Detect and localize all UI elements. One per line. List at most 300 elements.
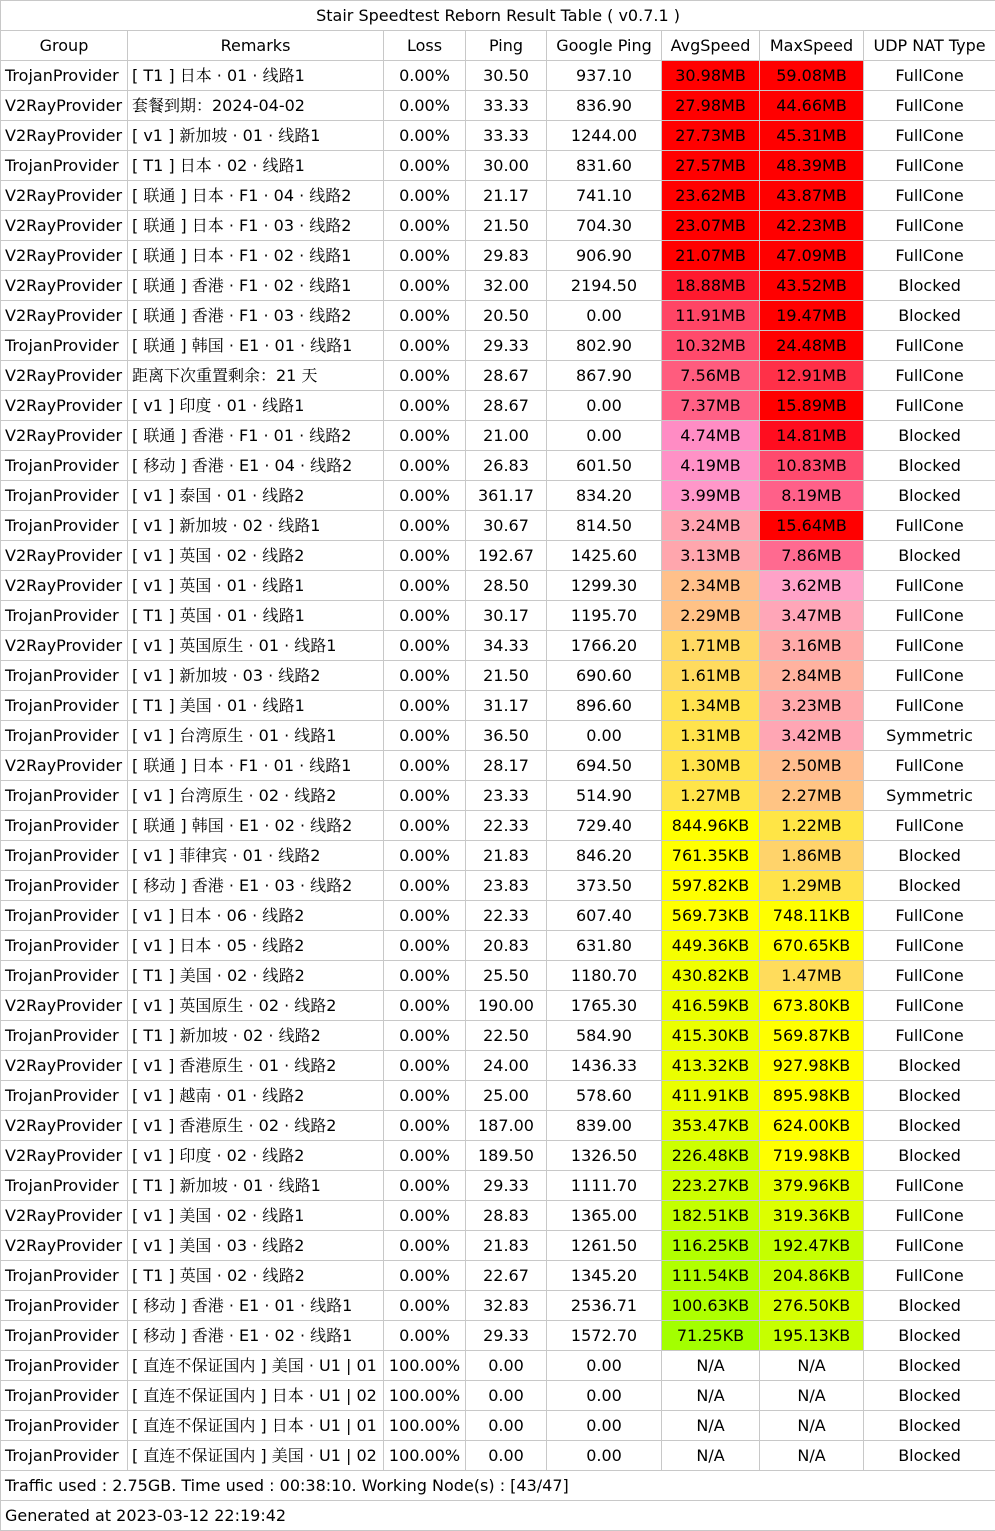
table-row — [1, 121, 995, 151]
cell-udp-nat-type: FullCone — [864, 151, 995, 181]
cell-max-speed: 1.47MB — [760, 961, 864, 991]
cell-ping: 30.50 — [466, 61, 547, 91]
cell-remarks: [ 联通 ] 韩国 · E1 · 02 · 线路2 — [128, 811, 384, 841]
cell-max-speed: 624.00KB — [760, 1111, 864, 1141]
cell-avg-speed: 100.63KB — [662, 1291, 760, 1321]
cell-udp-nat-type: FullCone — [864, 511, 995, 541]
cell-ping: 30.17 — [466, 601, 547, 631]
cell-google-ping: 802.90 — [547, 331, 662, 361]
cell-ping: 187.00 — [466, 1111, 547, 1141]
cell-ping: 32.00 — [466, 271, 547, 301]
cell-max-speed: 2.27MB — [760, 781, 864, 811]
cell-google-ping: 1111.70 — [547, 1171, 662, 1201]
cell-max-speed: 43.87MB — [760, 181, 864, 211]
cell-avg-speed: 415.30KB — [662, 1021, 760, 1051]
cell-loss: 0.00% — [384, 451, 466, 481]
cell-google-ping: 867.90 — [547, 361, 662, 391]
cell-max-speed: 24.48MB — [760, 331, 864, 361]
cell-remarks: [ 直连不保证国内 ] 美国 · U1 | 01 — [128, 1351, 384, 1381]
cell-group: TrojanProvider — [1, 331, 128, 361]
cell-avg-speed: 3.99MB — [662, 481, 760, 511]
cell-avg-speed: 761.35KB — [662, 841, 760, 871]
cell-remarks: [ v1 ] 越南 · 01 · 线路2 — [128, 1081, 384, 1111]
cell-remarks: 套餐到期：2024-04-02 — [128, 91, 384, 121]
cell-loss: 0.00% — [384, 571, 466, 601]
cell-group: V2RayProvider — [1, 271, 128, 301]
cell-remarks: [ T1 ] 新加坡 · 02 · 线路2 — [128, 1021, 384, 1051]
cell-udp-nat-type: Blocked — [864, 1081, 995, 1111]
cell-remarks: [ T1 ] 英国 · 01 · 线路1 — [128, 601, 384, 631]
traffic-summary: Traffic used : 2.75GB. Time used : 00:38:10. Working Node(s) : [43/47] — [1, 1471, 995, 1501]
cell-loss: 0.00% — [384, 691, 466, 721]
cell-avg-speed: 182.51KB — [662, 1201, 760, 1231]
cell-group: V2RayProvider — [1, 1111, 128, 1141]
cell-avg-speed: 2.34MB — [662, 571, 760, 601]
cell-avg-speed: 4.19MB — [662, 451, 760, 481]
header-max-speed: MaxSpeed — [760, 31, 864, 61]
cell-loss: 0.00% — [384, 601, 466, 631]
cell-avg-speed: 226.48KB — [662, 1141, 760, 1171]
header-group: Group — [1, 31, 128, 61]
cell-udp-nat-type: FullCone — [864, 1021, 995, 1051]
cell-remarks: [ T1 ] 日本 · 02 · 线路1 — [128, 151, 384, 181]
cell-udp-nat-type: Blocked — [864, 1351, 995, 1381]
cell-avg-speed: 4.74MB — [662, 421, 760, 451]
cell-google-ping: 1180.70 — [547, 961, 662, 991]
cell-loss: 0.00% — [384, 151, 466, 181]
cell-loss: 0.00% — [384, 121, 466, 151]
cell-udp-nat-type: FullCone — [864, 901, 995, 931]
cell-udp-nat-type: FullCone — [864, 961, 995, 991]
generated-timestamp: Generated at 2023-03-12 22:19:42 — [1, 1501, 995, 1531]
cell-avg-speed: 1.71MB — [662, 631, 760, 661]
cell-remarks: [ v1 ] 英国原生 · 01 · 线路1 — [128, 631, 384, 661]
cell-group: TrojanProvider — [1, 1021, 128, 1051]
cell-max-speed: 379.96KB — [760, 1171, 864, 1201]
cell-group: TrojanProvider — [1, 451, 128, 481]
cell-remarks: [ v1 ] 日本 · 06 · 线路2 — [128, 901, 384, 931]
cell-group: TrojanProvider — [1, 661, 128, 691]
cell-remarks: [ v1 ] 菲律宾 · 01 · 线路2 — [128, 841, 384, 871]
table-row — [1, 91, 995, 121]
cell-udp-nat-type: Blocked — [864, 421, 995, 451]
cell-remarks: [ v1 ] 美国 · 03 · 线路2 — [128, 1231, 384, 1261]
cell-loss: 0.00% — [384, 781, 466, 811]
cell-loss: 0.00% — [384, 631, 466, 661]
cell-google-ping: 1261.50 — [547, 1231, 662, 1261]
cell-remarks: [ T1 ] 日本 · 01 · 线路1 — [128, 61, 384, 91]
cell-ping: 20.50 — [466, 301, 547, 331]
cell-max-speed: 44.66MB — [760, 91, 864, 121]
cell-udp-nat-type: FullCone — [864, 1171, 995, 1201]
cell-ping: 28.67 — [466, 361, 547, 391]
cell-loss: 0.00% — [384, 1231, 466, 1261]
cell-group: TrojanProvider — [1, 151, 128, 181]
cell-udp-nat-type: FullCone — [864, 91, 995, 121]
cell-ping: 21.17 — [466, 181, 547, 211]
title-row — [1, 1, 995, 31]
cell-loss: 0.00% — [384, 871, 466, 901]
cell-udp-nat-type: Blocked — [864, 481, 995, 511]
table-title: Stair Speedtest Reborn Result Table ( v0.7.1 ) — [1, 1, 995, 31]
cell-remarks: [ v1 ] 美国 · 02 · 线路1 — [128, 1201, 384, 1231]
cell-ping: 34.33 — [466, 631, 547, 661]
cell-group: V2RayProvider — [1, 91, 128, 121]
cell-avg-speed: 413.32KB — [662, 1051, 760, 1081]
table-row — [1, 1051, 995, 1081]
table-row — [1, 1351, 995, 1381]
cell-max-speed: N/A — [760, 1411, 864, 1441]
table-row — [1, 991, 995, 1021]
cell-google-ping: 694.50 — [547, 751, 662, 781]
cell-group: TrojanProvider — [1, 931, 128, 961]
table-row — [1, 391, 995, 421]
cell-udp-nat-type: Blocked — [864, 1111, 995, 1141]
cell-loss: 100.00% — [384, 1351, 466, 1381]
cell-google-ping: 373.50 — [547, 871, 662, 901]
cell-udp-nat-type: FullCone — [864, 1201, 995, 1231]
cell-max-speed: 673.80KB — [760, 991, 864, 1021]
cell-ping: 24.00 — [466, 1051, 547, 1081]
cell-udp-nat-type: Symmetric — [864, 721, 995, 751]
cell-udp-nat-type: FullCone — [864, 361, 995, 391]
cell-remarks: 距离下次重置剩余：21 天 — [128, 361, 384, 391]
cell-remarks: [ v1 ] 印度 · 01 · 线路1 — [128, 391, 384, 421]
cell-max-speed: 670.65KB — [760, 931, 864, 961]
cell-loss: 0.00% — [384, 1321, 466, 1351]
cell-udp-nat-type: Blocked — [864, 1321, 995, 1351]
cell-max-speed: 10.83MB — [760, 451, 864, 481]
cell-avg-speed: 597.82KB — [662, 871, 760, 901]
cell-loss: 0.00% — [384, 961, 466, 991]
table-row — [1, 451, 995, 481]
cell-max-speed: 748.11KB — [760, 901, 864, 931]
cell-loss: 0.00% — [384, 991, 466, 1021]
cell-group: TrojanProvider — [1, 961, 128, 991]
cell-ping: 25.50 — [466, 961, 547, 991]
cell-group: TrojanProvider — [1, 481, 128, 511]
cell-max-speed: 192.47KB — [760, 1231, 864, 1261]
cell-ping: 28.67 — [466, 391, 547, 421]
cell-udp-nat-type: FullCone — [864, 691, 995, 721]
cell-udp-nat-type: Symmetric — [864, 781, 995, 811]
cell-loss: 0.00% — [384, 1081, 466, 1111]
cell-udp-nat-type: Blocked — [864, 1381, 995, 1411]
cell-ping: 0.00 — [466, 1351, 547, 1381]
cell-avg-speed: 111.54KB — [662, 1261, 760, 1291]
cell-loss: 0.00% — [384, 211, 466, 241]
table-row — [1, 1111, 995, 1141]
cell-group: V2RayProvider — [1, 571, 128, 601]
cell-ping: 22.33 — [466, 901, 547, 931]
cell-loss: 0.00% — [384, 331, 466, 361]
table-row — [1, 1171, 995, 1201]
cell-remarks: [ 联通 ] 日本 · F1 · 02 · 线路1 — [128, 241, 384, 271]
cell-loss: 0.00% — [384, 481, 466, 511]
cell-group: TrojanProvider — [1, 1171, 128, 1201]
cell-avg-speed: 1.27MB — [662, 781, 760, 811]
cell-avg-speed: 27.98MB — [662, 91, 760, 121]
table-row — [1, 511, 995, 541]
cell-avg-speed: 18.88MB — [662, 271, 760, 301]
cell-remarks: [ v1 ] 台湾原生 · 01 · 线路1 — [128, 721, 384, 751]
cell-max-speed: 19.47MB — [760, 301, 864, 331]
cell-group: V2RayProvider — [1, 391, 128, 421]
table-row — [1, 661, 995, 691]
cell-group: V2RayProvider — [1, 1231, 128, 1261]
cell-google-ping: 1326.50 — [547, 1141, 662, 1171]
cell-udp-nat-type: Blocked — [864, 1411, 995, 1441]
table-row — [1, 181, 995, 211]
cell-loss: 0.00% — [384, 511, 466, 541]
cell-loss: 0.00% — [384, 841, 466, 871]
cell-group: TrojanProvider — [1, 61, 128, 91]
cell-loss: 0.00% — [384, 1261, 466, 1291]
cell-ping: 22.33 — [466, 811, 547, 841]
cell-max-speed: 43.52MB — [760, 271, 864, 301]
cell-ping: 23.83 — [466, 871, 547, 901]
cell-max-speed: 3.42MB — [760, 721, 864, 751]
cell-max-speed: 15.89MB — [760, 391, 864, 421]
cell-ping: 29.33 — [466, 1321, 547, 1351]
table-row — [1, 571, 995, 601]
cell-udp-nat-type: Blocked — [864, 841, 995, 871]
table-row — [1, 481, 995, 511]
cell-udp-nat-type: FullCone — [864, 991, 995, 1021]
header-ping: Ping — [466, 31, 547, 61]
cell-google-ping: 704.30 — [547, 211, 662, 241]
cell-udp-nat-type: FullCone — [864, 391, 995, 421]
cell-google-ping: 937.10 — [547, 61, 662, 91]
cell-google-ping: 1345.20 — [547, 1261, 662, 1291]
cell-remarks: [ T1 ] 美国 · 02 · 线路2 — [128, 961, 384, 991]
cell-max-speed: 12.91MB — [760, 361, 864, 391]
cell-avg-speed: 353.47KB — [662, 1111, 760, 1141]
cell-loss: 0.00% — [384, 901, 466, 931]
cell-avg-speed: 1.61MB — [662, 661, 760, 691]
cell-remarks: [ v1 ] 印度 · 02 · 线路2 — [128, 1141, 384, 1171]
cell-udp-nat-type: FullCone — [864, 661, 995, 691]
cell-remarks: [ v1 ] 新加坡 · 02 · 线路1 — [128, 511, 384, 541]
cell-google-ping: 0.00 — [547, 1351, 662, 1381]
cell-loss: 0.00% — [384, 1171, 466, 1201]
cell-group: V2RayProvider — [1, 301, 128, 331]
cell-group: V2RayProvider — [1, 541, 128, 571]
cell-udp-nat-type: Blocked — [864, 451, 995, 481]
cell-max-speed: N/A — [760, 1351, 864, 1381]
cell-google-ping: 839.00 — [547, 1111, 662, 1141]
cell-max-speed: 3.47MB — [760, 601, 864, 631]
cell-remarks: [ 联通 ] 韩国 · E1 · 01 · 线路1 — [128, 331, 384, 361]
cell-group: V2RayProvider — [1, 991, 128, 1021]
cell-max-speed: 3.62MB — [760, 571, 864, 601]
cell-avg-speed: 1.34MB — [662, 691, 760, 721]
cell-max-speed: 3.23MB — [760, 691, 864, 721]
cell-remarks: [ 移动 ] 香港 · E1 · 03 · 线路2 — [128, 871, 384, 901]
cell-loss: 0.00% — [384, 1141, 466, 1171]
cell-remarks: [ v1 ] 英国原生 · 02 · 线路2 — [128, 991, 384, 1021]
cell-ping: 33.33 — [466, 91, 547, 121]
cell-google-ping: 584.90 — [547, 1021, 662, 1051]
cell-group: TrojanProvider — [1, 511, 128, 541]
cell-avg-speed: 3.24MB — [662, 511, 760, 541]
cell-max-speed: 719.98KB — [760, 1141, 864, 1171]
header-avg-speed: AvgSpeed — [662, 31, 760, 61]
cell-avg-speed: 27.73MB — [662, 121, 760, 151]
cell-remarks: [ v1 ] 英国 · 01 · 线路1 — [128, 571, 384, 601]
cell-loss: 0.00% — [384, 361, 466, 391]
header-remarks: Remarks — [128, 31, 384, 61]
table-row — [1, 541, 995, 571]
cell-loss: 0.00% — [384, 271, 466, 301]
cell-ping: 20.83 — [466, 931, 547, 961]
cell-google-ping: 1572.70 — [547, 1321, 662, 1351]
cell-avg-speed: 7.37MB — [662, 391, 760, 421]
cell-avg-speed: 11.91MB — [662, 301, 760, 331]
cell-udp-nat-type: FullCone — [864, 931, 995, 961]
cell-google-ping: 2536.71 — [547, 1291, 662, 1321]
cell-max-speed: 204.86KB — [760, 1261, 864, 1291]
cell-google-ping: 814.50 — [547, 511, 662, 541]
cell-ping: 29.33 — [466, 1171, 547, 1201]
cell-udp-nat-type: FullCone — [864, 1261, 995, 1291]
table-row — [1, 241, 995, 271]
cell-avg-speed: 7.56MB — [662, 361, 760, 391]
table-row — [1, 1441, 995, 1471]
cell-ping: 30.67 — [466, 511, 547, 541]
cell-max-speed: 48.39MB — [760, 151, 864, 181]
cell-group: V2RayProvider — [1, 1141, 128, 1171]
cell-max-speed: 45.31MB — [760, 121, 864, 151]
cell-loss: 100.00% — [384, 1381, 466, 1411]
cell-ping: 28.50 — [466, 571, 547, 601]
cell-udp-nat-type: FullCone — [864, 751, 995, 781]
cell-max-speed: 8.19MB — [760, 481, 864, 511]
cell-google-ping: 514.90 — [547, 781, 662, 811]
footer-traffic-row — [1, 1471, 995, 1501]
cell-loss: 0.00% — [384, 421, 466, 451]
cell-ping: 32.83 — [466, 1291, 547, 1321]
cell-max-speed: 569.87KB — [760, 1021, 864, 1051]
cell-group: V2RayProvider — [1, 211, 128, 241]
table-row — [1, 271, 995, 301]
cell-google-ping: 906.90 — [547, 241, 662, 271]
cell-loss: 0.00% — [384, 1111, 466, 1141]
header-loss: Loss — [384, 31, 466, 61]
cell-max-speed: 2.50MB — [760, 751, 864, 781]
cell-ping: 28.83 — [466, 1201, 547, 1231]
cell-ping: 0.00 — [466, 1411, 547, 1441]
cell-group: V2RayProvider — [1, 121, 128, 151]
cell-remarks: [ 联通 ] 日本 · F1 · 04 · 线路2 — [128, 181, 384, 211]
cell-avg-speed: 449.36KB — [662, 931, 760, 961]
cell-avg-speed: 71.25KB — [662, 1321, 760, 1351]
cell-google-ping: 1436.33 — [547, 1051, 662, 1081]
cell-udp-nat-type: FullCone — [864, 571, 995, 601]
cell-udp-nat-type: Blocked — [864, 301, 995, 331]
cell-avg-speed: 1.31MB — [662, 721, 760, 751]
cell-ping: 0.00 — [466, 1381, 547, 1411]
cell-max-speed: 47.09MB — [760, 241, 864, 271]
cell-google-ping: 0.00 — [547, 1441, 662, 1471]
cell-group: TrojanProvider — [1, 811, 128, 841]
cell-loss: 0.00% — [384, 751, 466, 781]
cell-loss: 0.00% — [384, 721, 466, 751]
cell-remarks: [ 联通 ] 香港 · F1 · 01 · 线路2 — [128, 421, 384, 451]
cell-avg-speed: 116.25KB — [662, 1231, 760, 1261]
cell-remarks: [ v1 ] 新加坡 · 03 · 线路2 — [128, 661, 384, 691]
cell-group: TrojanProvider — [1, 781, 128, 811]
cell-loss: 100.00% — [384, 1411, 466, 1441]
cell-max-speed: N/A — [760, 1441, 864, 1471]
cell-ping: 189.50 — [466, 1141, 547, 1171]
cell-loss: 0.00% — [384, 541, 466, 571]
cell-ping: 190.00 — [466, 991, 547, 1021]
cell-group: V2RayProvider — [1, 241, 128, 271]
cell-max-speed: 319.36KB — [760, 1201, 864, 1231]
cell-remarks: [ 联通 ] 香港 · F1 · 03 · 线路2 — [128, 301, 384, 331]
cell-group: V2RayProvider — [1, 181, 128, 211]
cell-group: TrojanProvider — [1, 1351, 128, 1381]
cell-remarks: [ T1 ] 美国 · 01 · 线路1 — [128, 691, 384, 721]
cell-ping: 21.83 — [466, 841, 547, 871]
cell-google-ping: 846.20 — [547, 841, 662, 871]
cell-group: TrojanProvider — [1, 1381, 128, 1411]
cell-remarks: [ T1 ] 英国 · 02 · 线路2 — [128, 1261, 384, 1291]
table-row — [1, 1231, 995, 1261]
table-row — [1, 1381, 995, 1411]
cell-max-speed: 276.50KB — [760, 1291, 864, 1321]
cell-ping: 0.00 — [466, 1441, 547, 1471]
cell-google-ping: 834.20 — [547, 481, 662, 511]
cell-avg-speed: N/A — [662, 1411, 760, 1441]
table-row — [1, 811, 995, 841]
cell-udp-nat-type: Blocked — [864, 871, 995, 901]
cell-group: TrojanProvider — [1, 601, 128, 631]
cell-avg-speed: 30.98MB — [662, 61, 760, 91]
cell-group: TrojanProvider — [1, 1081, 128, 1111]
cell-loss: 0.00% — [384, 931, 466, 961]
table-row — [1, 61, 995, 91]
cell-group: V2RayProvider — [1, 1201, 128, 1231]
table-row — [1, 1201, 995, 1231]
table-row — [1, 1021, 995, 1051]
cell-avg-speed: 844.96KB — [662, 811, 760, 841]
cell-ping: 28.17 — [466, 751, 547, 781]
cell-ping: 21.50 — [466, 661, 547, 691]
cell-group: V2RayProvider — [1, 361, 128, 391]
cell-ping: 23.33 — [466, 781, 547, 811]
table-row — [1, 961, 995, 991]
table-row — [1, 1291, 995, 1321]
cell-group: TrojanProvider — [1, 721, 128, 751]
table-row — [1, 721, 995, 751]
cell-remarks: [ v1 ] 台湾原生 · 02 · 线路2 — [128, 781, 384, 811]
cell-avg-speed: 21.07MB — [662, 241, 760, 271]
cell-loss: 0.00% — [384, 1051, 466, 1081]
cell-remarks: [ T1 ] 新加坡 · 01 · 线路1 — [128, 1171, 384, 1201]
cell-avg-speed: 23.07MB — [662, 211, 760, 241]
cell-google-ping: 0.00 — [547, 1381, 662, 1411]
cell-max-speed: 42.23MB — [760, 211, 864, 241]
cell-google-ping: 0.00 — [547, 1411, 662, 1441]
cell-ping: 29.83 — [466, 241, 547, 271]
cell-remarks: [ 移动 ] 香港 · E1 · 01 · 线路1 — [128, 1291, 384, 1321]
cell-max-speed: 2.84MB — [760, 661, 864, 691]
cell-avg-speed: N/A — [662, 1381, 760, 1411]
cell-remarks: [ 直连不保证国内 ] 日本 · U1 | 02 — [128, 1381, 384, 1411]
cell-ping: 36.50 — [466, 721, 547, 751]
